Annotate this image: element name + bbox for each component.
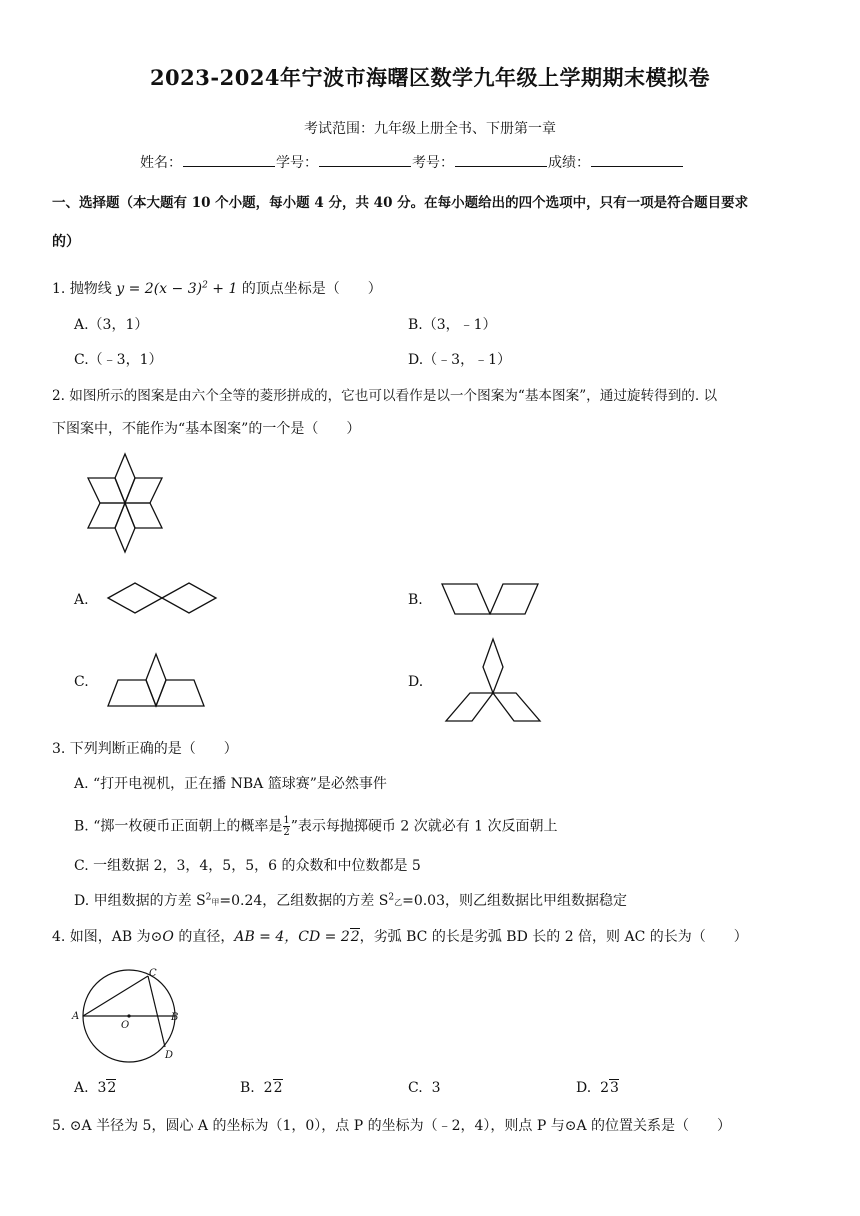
id-blank xyxy=(319,152,411,167)
q2-six-rhombus-figure xyxy=(80,452,170,554)
page-title: 2023-2024年宁波市海曙区数学九年级上学期期末模拟卷 xyxy=(149,65,711,90)
q3-fraction: $\frac{1}{2}$ xyxy=(283,815,290,838)
q4-option-b: B. 22 xyxy=(240,1080,283,1096)
q4-label-d: D xyxy=(165,1050,174,1061)
q4-label-o: O xyxy=(121,1020,130,1031)
q1-formula: $y = 2(x - 3)^2 + 1$ xyxy=(116,280,238,297)
section-heading: 一、选择题（本大题有 10 个小题，每小题 4 分，共 40 分。在每小题给出的四个选项中，只有一项是符合题目要求 xyxy=(52,195,749,211)
question-1-stem xyxy=(52,278,382,298)
q2-option-b-figure xyxy=(441,582,539,616)
q3-option-c: C. 一组数据 2，3，4，5，5，6 的众数和中位数都是 5 xyxy=(74,858,421,874)
q4-option-d: D. 23 xyxy=(576,1080,619,1096)
q3-option-d: D. 甲组数据的方差 $S^2$甲=0.24，乙组数据的方差 $S^2$乙=0.03，则乙组数据比甲组数据稳定 xyxy=(74,892,627,909)
id-label: 学号： xyxy=(276,155,318,171)
q4-circle-figure xyxy=(70,966,190,1066)
name-label: 姓名： xyxy=(140,155,182,171)
question-3-stem: 3. 下列判断正确的是（ ） xyxy=(52,741,238,757)
student-info-row xyxy=(140,152,684,172)
q1-suffix: 的顶点坐标是（ ） xyxy=(241,281,382,297)
q1-option-c: C.（﹣3，1） xyxy=(74,352,163,368)
q4-option-c: C. 3 xyxy=(408,1080,441,1096)
score-label: 成绩： xyxy=(548,155,590,171)
q4-label-b: B xyxy=(171,1012,179,1023)
q1-option-b: B.（3，﹣1） xyxy=(408,317,497,333)
q3-option-a: A. “打开电视机，正在播 NBA 篮球赛”是必然事件 xyxy=(74,776,387,792)
exam-no-blank xyxy=(455,152,547,167)
q1-prefix: 抛物线 xyxy=(69,281,112,297)
q1-option-d: D.（﹣3，﹣1） xyxy=(408,352,511,368)
score-blank xyxy=(591,152,683,167)
q1-option-a: A.（3，1） xyxy=(74,317,149,333)
q4-label-c: C xyxy=(149,968,157,979)
q2-option-d-figure xyxy=(444,637,542,723)
q1-number: 1. xyxy=(52,281,66,297)
q2-option-d-label: D. xyxy=(408,674,424,690)
question-4-stem: 4. 如图，AB 为⊙O 的直径，AB = 4，CD = 22，劣弧 BC 的长是劣弧 BD 长的 2 倍，则 AC 的长为（ ） xyxy=(52,929,748,945)
name-blank xyxy=(183,152,275,167)
q3-option-b: B. “掷一枚硬币正面朝上的概率是 $\frac{1}{2}$ ”表示每抛掷硬币 2 次就必有 1 次反面朝上 xyxy=(74,815,558,838)
question-2-line1: 2. 如图所示的图案是由六个全等的菱形拼成的，它也可以看作是以一个图案为“基本图案”，通过旋转得到的. 以 xyxy=(52,388,718,404)
question-2-line2: 下图案中，不能作为“基本图案”的一个是（ ） xyxy=(52,421,361,437)
q2-option-a-figure xyxy=(107,581,217,615)
question-5-stem: 5. ⊙A 半径为 5，圆心 A 的坐标为（1，0），点 P 的坐标为（﹣2，4），则点 P 与⊙A 的位置关系是（ ） xyxy=(52,1118,732,1134)
q2-option-b-label: B. xyxy=(408,592,423,608)
q4-label-a: A xyxy=(72,1011,80,1022)
section-heading-cont: 的） xyxy=(52,234,80,250)
exam-scope: 考试范围：九年级上册全书、下册第一章 xyxy=(304,121,556,137)
q2-option-c-figure xyxy=(106,652,206,708)
exam-no-label: 考号： xyxy=(412,155,454,171)
q2-option-a-label: A. xyxy=(74,592,89,608)
q4-option-a: A. 32 xyxy=(74,1080,117,1096)
q2-option-c-label: C. xyxy=(74,674,89,690)
